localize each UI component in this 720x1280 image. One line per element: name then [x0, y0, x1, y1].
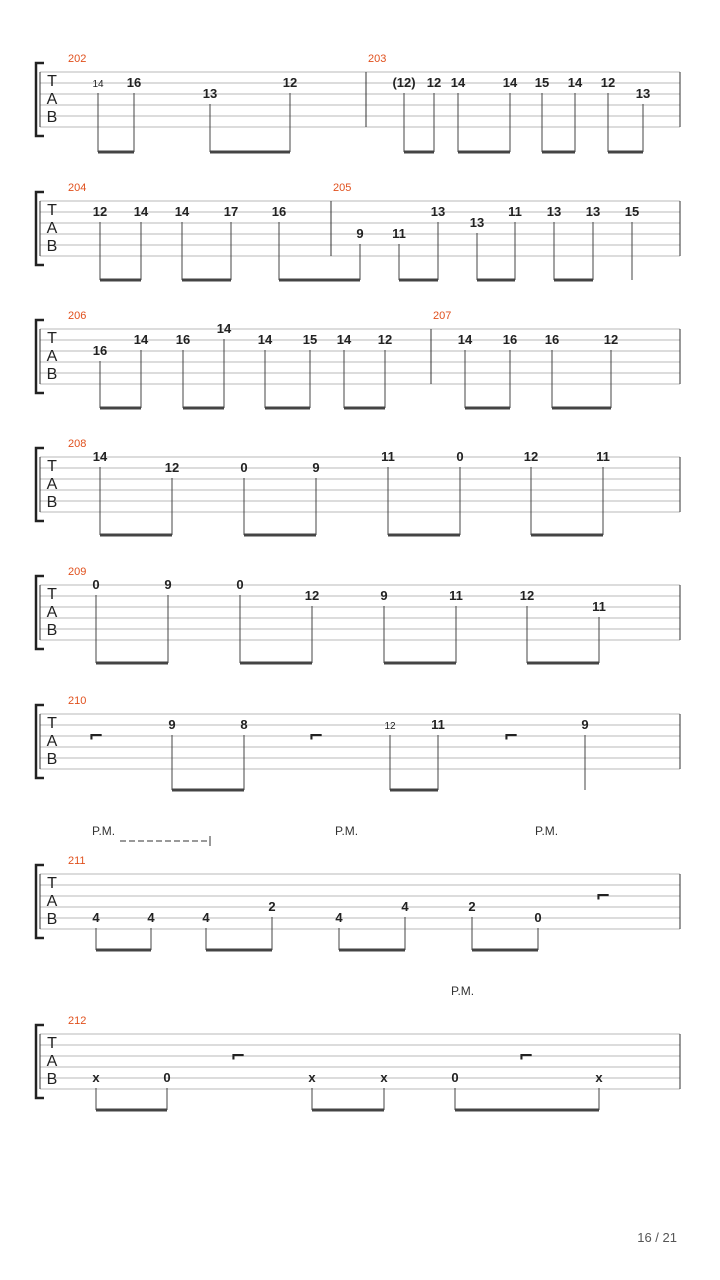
fret-note: 12	[523, 449, 539, 464]
tab-clef-letter: A	[46, 91, 58, 108]
tab-clef-letter: B	[46, 109, 58, 126]
palm-mute-label: P.M.	[92, 824, 116, 838]
fret-note: 0	[456, 449, 464, 464]
fret-note: 15	[534, 75, 550, 90]
tab-clef-letter: A	[46, 220, 58, 237]
fret-note: 14	[336, 332, 352, 347]
tab-clef-letter: A	[46, 1053, 58, 1070]
fret-note: 9	[164, 577, 172, 592]
fret-note: 9	[356, 226, 364, 241]
fret-note: 4	[92, 910, 100, 925]
measure-number: 210	[68, 695, 87, 707]
fret-note: 12	[603, 332, 619, 347]
tab-clef-letter: B	[46, 751, 58, 768]
fret-note: 9	[312, 460, 320, 475]
fret-note: 12	[384, 721, 396, 732]
fret-note: 13	[430, 204, 446, 219]
rest-symbol: ⌐	[230, 1046, 246, 1067]
tab-clef-letter: T	[47, 330, 57, 347]
measure-number: 212	[68, 1015, 87, 1027]
fret-note: x	[308, 1070, 316, 1085]
tab-clef-letter: T	[47, 586, 57, 603]
tab-clef-letter: B	[46, 911, 58, 928]
fret-note: 4	[335, 910, 343, 925]
fret-note: 12	[519, 588, 535, 603]
fret-note: 0	[534, 910, 542, 925]
fret-note: 14	[502, 75, 518, 90]
tab-system	[36, 438, 680, 535]
fret-note: 16	[271, 204, 287, 219]
fret-note: 0	[236, 577, 244, 592]
tab-system	[36, 53, 680, 152]
fret-note: 12	[164, 460, 180, 475]
fret-note: 13	[546, 204, 562, 219]
tab-system	[36, 182, 680, 280]
fret-note: 12	[377, 332, 393, 347]
measure-number: 204	[68, 182, 87, 194]
palm-mute-label: P.M.	[535, 824, 559, 838]
measure-number: 207	[433, 310, 452, 322]
fret-note: 2	[268, 899, 276, 914]
tab-clef-letter: T	[47, 875, 57, 892]
fret-note: 12	[600, 75, 616, 90]
measure-number: 202	[68, 53, 87, 65]
fret-note: 16	[502, 332, 518, 347]
fret-note: (12)	[392, 75, 416, 90]
tab-clef-letter: T	[47, 73, 57, 90]
fret-note: 12	[304, 588, 320, 603]
fret-note: 0	[451, 1070, 459, 1085]
palm-mute-label: P.M.	[335, 824, 359, 838]
fret-note: 11	[508, 204, 522, 219]
fret-note: x	[92, 1070, 100, 1085]
fret-note: 9	[168, 717, 176, 732]
rest-symbol: ⌐	[518, 1046, 534, 1067]
fret-note: 0	[163, 1070, 171, 1085]
fret-note: 4	[401, 899, 409, 914]
fret-note: 0	[240, 460, 248, 475]
measure-number: 208	[68, 438, 87, 450]
fret-note: 15	[624, 204, 640, 219]
tab-clef-letter: T	[47, 715, 57, 732]
page-number: 16 / 21	[637, 1230, 677, 1245]
fret-note: 14	[92, 449, 108, 464]
fret-note: 12	[92, 204, 108, 219]
rest-symbol: ⌐	[88, 726, 104, 747]
fret-note: 14	[567, 75, 583, 90]
fret-note: 8	[240, 717, 248, 732]
tab-system	[36, 695, 680, 790]
fret-note: 11	[381, 449, 395, 464]
fret-note: 14	[174, 204, 190, 219]
tab-clef-letter: T	[47, 1035, 57, 1052]
measure-number: 211	[68, 855, 86, 867]
fret-note: 13	[469, 215, 485, 230]
fret-note: 14	[257, 332, 273, 347]
fret-note: 4	[202, 910, 210, 925]
fret-note: 13	[585, 204, 601, 219]
tab-clef-letter: A	[46, 733, 58, 750]
fret-note: 14	[133, 204, 149, 219]
rest-symbol: ⌐	[595, 886, 611, 907]
tab-clef-letter: A	[46, 604, 58, 621]
fret-note: 12	[282, 75, 298, 90]
fret-note: 17	[223, 204, 239, 219]
tab-clef-letter: T	[47, 458, 57, 475]
fret-note: 9	[581, 717, 589, 732]
fret-note: 13	[202, 86, 218, 101]
fret-note: 11	[596, 449, 610, 464]
fret-note: 11	[592, 599, 606, 614]
fret-note: 12	[426, 75, 442, 90]
tab-clef-letter: T	[47, 202, 57, 219]
measure-number: 205	[333, 182, 352, 194]
fret-note: 14	[133, 332, 149, 347]
palm-mute-label: P.M.	[451, 984, 475, 998]
fret-note: 0	[92, 577, 100, 592]
tab-clef-letter: B	[46, 622, 58, 639]
fret-note: 13	[635, 86, 651, 101]
measure-number: 209	[68, 566, 87, 578]
fret-note: 4	[147, 910, 155, 925]
tab-clef-letter: A	[46, 476, 58, 493]
fret-note: 16	[175, 332, 191, 347]
tab-clef-letter: A	[46, 348, 58, 365]
fret-note: x	[595, 1070, 603, 1085]
fret-note: 11	[449, 588, 463, 603]
fret-note: x	[380, 1070, 388, 1085]
fret-note: 14	[216, 321, 232, 336]
tab-clef-letter: A	[46, 893, 58, 910]
rest-symbol: ⌐	[308, 726, 324, 747]
tab-clef-letter: B	[46, 366, 58, 383]
tab-clef-letter: B	[46, 238, 58, 255]
fret-note: 16	[544, 332, 560, 347]
rest-symbol: ⌐	[503, 726, 519, 747]
measure-number: 203	[368, 53, 387, 65]
tab-system	[36, 310, 680, 408]
fret-note: 14	[92, 79, 104, 90]
tab-system	[36, 566, 680, 663]
tab-clef-letter: B	[46, 494, 58, 511]
tab-clef-letter: B	[46, 1071, 58, 1088]
fret-note: 16	[92, 343, 108, 358]
fret-note: 16	[126, 75, 142, 90]
tab-system	[36, 984, 680, 1110]
fret-note: 9	[380, 588, 388, 603]
tab-system	[36, 824, 680, 950]
fret-note: 11	[392, 226, 406, 241]
fret-note: 14	[450, 75, 466, 90]
fret-note: 14	[457, 332, 473, 347]
fret-note: 2	[468, 899, 476, 914]
fret-note: 15	[302, 332, 318, 347]
fret-note: 11	[431, 717, 445, 732]
measure-number: 206	[68, 310, 87, 322]
